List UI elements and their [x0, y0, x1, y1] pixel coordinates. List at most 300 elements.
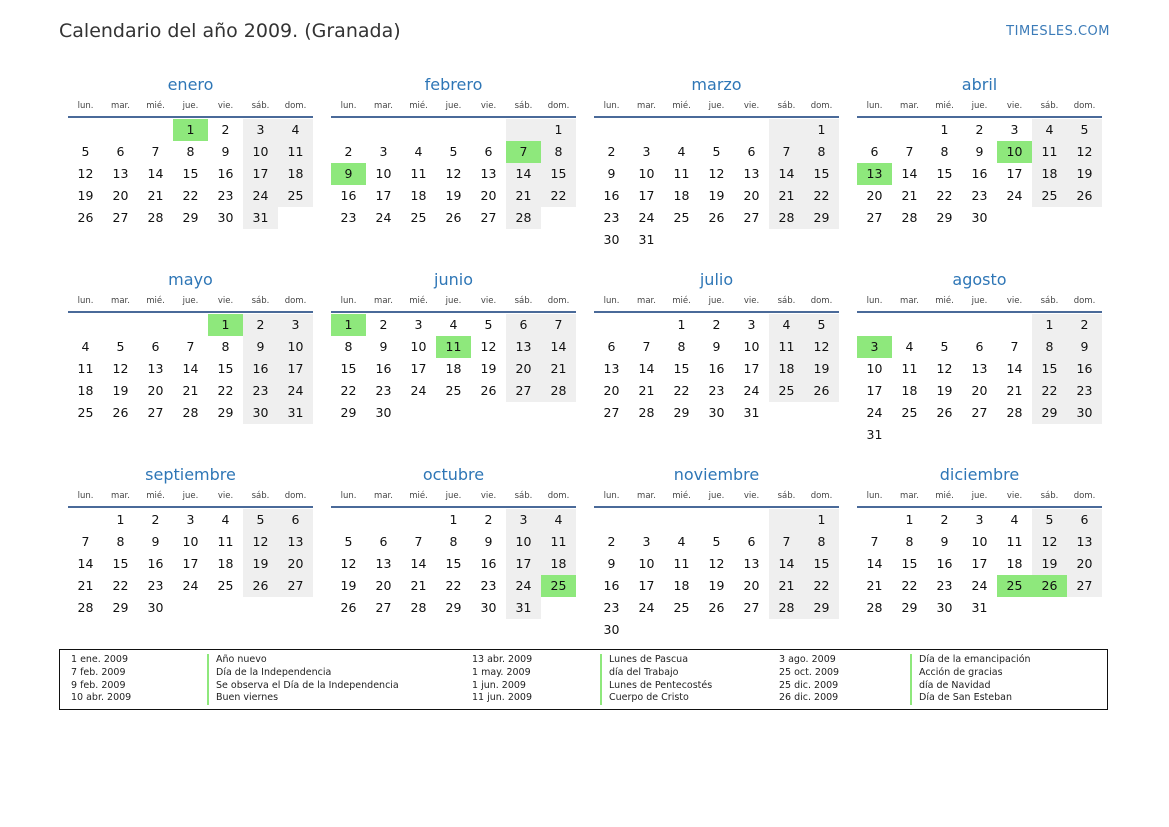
day-cell: 21 [506, 185, 541, 207]
day-cell: 9 [379, 339, 388, 354]
day-cell: 15 [445, 556, 462, 571]
day-cell: 10 [866, 361, 883, 376]
day-cell: 5 [1032, 509, 1067, 531]
weekday-header [594, 486, 839, 508]
legend-holiday-name: Lunes de Pascua [600, 654, 712, 667]
day-cell: 26 [1067, 185, 1102, 207]
day-cell: 1 [804, 509, 839, 531]
day-cell: 6 [747, 144, 756, 159]
weekday-label: mié. [672, 296, 691, 306]
day-cell: 3 [975, 512, 984, 527]
empty-cell [68, 314, 103, 336]
day-cell: 21 [638, 383, 655, 398]
month-name: julio [699, 270, 734, 289]
empty-cell [769, 119, 804, 141]
weekday-label: sáb. [514, 296, 533, 306]
day-cell: 29 [182, 210, 199, 225]
month-febrero [331, 74, 576, 269]
day-cell: 4 [1010, 512, 1019, 527]
day-cell: 11 [410, 166, 427, 181]
day-cell: 16 [1067, 358, 1102, 380]
day-cell: 12 [1067, 141, 1102, 163]
weekday-label: sáb. [1040, 101, 1059, 111]
weekday-label: dom. [284, 296, 307, 306]
day-cell: 12 [708, 166, 725, 181]
day-cell: 9 [975, 144, 984, 159]
weekday-label: mar. [111, 101, 130, 111]
month-septiembre [68, 464, 313, 659]
empty-cell [103, 314, 138, 336]
day-cell: 5 [81, 144, 90, 159]
day-cell: 17 [638, 188, 655, 203]
legend-date: 10 abr. 2009 [71, 692, 132, 704]
day-cell: 11 [217, 534, 234, 549]
legend-holiday-name: Se observa el Día de la Independencia [207, 680, 399, 693]
weekday-header [68, 486, 313, 508]
weekday-label: vie. [1006, 101, 1023, 111]
weekday-label: jue. [182, 491, 199, 501]
day-cell: 5 [449, 144, 458, 159]
legend-date: 1 jun. 2009 [472, 679, 526, 691]
weekday-header [594, 291, 839, 313]
day-cell: 2 [151, 512, 160, 527]
day-cell: 9 [484, 534, 493, 549]
day-cell: 21 [901, 188, 918, 203]
day-cell: 11 [769, 336, 804, 358]
day-cell: 16 [936, 556, 953, 571]
day-cell: 12 [340, 556, 357, 571]
day-cell: 15 [1032, 358, 1067, 380]
weekday-label: lun. [340, 296, 357, 306]
holiday-day: 9 [331, 163, 366, 185]
weekday-label: jue. [708, 296, 725, 306]
weekday-header [331, 486, 576, 508]
day-cell: 1 [1032, 314, 1067, 336]
day-cell: 27 [480, 210, 497, 225]
month-diciembre [857, 464, 1102, 659]
day-cell: 25 [673, 600, 690, 615]
day-cell: 29 [445, 600, 462, 615]
day-cell: 26 [112, 405, 129, 420]
legend-date: 26 dic. 2009 [779, 692, 839, 704]
weekday-label: jue. [971, 101, 988, 111]
weekday-label: lun. [866, 101, 883, 111]
month-name: febrero [424, 75, 483, 94]
month-name: marzo [691, 75, 742, 94]
day-cell: 1 [116, 512, 125, 527]
month-name: octubre [422, 465, 485, 484]
day-cell: 6 [1067, 509, 1102, 531]
empty-cell [331, 119, 366, 141]
day-cell: 27 [147, 405, 164, 420]
weekday-label: mié. [935, 296, 954, 306]
day-cell: 19 [480, 361, 497, 376]
day-cell: 29 [217, 405, 234, 420]
empty-cell [892, 314, 927, 336]
day-cell: 5 [940, 339, 949, 354]
day-cell: 8 [186, 144, 195, 159]
month-name: abril [961, 75, 998, 94]
day-cell: 24 [278, 380, 313, 402]
weekday-label: mar. [637, 296, 656, 306]
day-cell: 8 [804, 141, 839, 163]
day-cell: 1 [905, 512, 914, 527]
weekday-label: lun. [866, 296, 883, 306]
day-cell: 30 [603, 622, 620, 637]
months-grid [68, 74, 1102, 659]
day-cell: 5 [116, 339, 125, 354]
weekday-label: sáb. [514, 491, 533, 501]
day-grid [331, 509, 576, 619]
day-cell: 22 [182, 188, 199, 203]
weekday-label: lun. [603, 101, 620, 111]
day-cell: 17 [410, 361, 427, 376]
holiday-day: 1 [173, 119, 208, 141]
weekday-label: dom. [1073, 101, 1096, 111]
weekday-label: dom. [284, 101, 307, 111]
empty-cell [629, 314, 664, 336]
month-name: diciembre [939, 465, 1020, 484]
legend-dates-col [71, 654, 131, 705]
day-cell: 24 [743, 383, 760, 398]
weekday-label: mié. [672, 101, 691, 111]
weekday-label: vie. [1006, 491, 1023, 501]
month-marzo [594, 74, 839, 269]
day-cell: 14 [147, 166, 164, 181]
day-cell: 20 [480, 188, 497, 203]
weekday-label: dom. [1073, 491, 1096, 501]
day-cell: 3 [747, 317, 756, 332]
holiday-day: 26 [1032, 575, 1067, 597]
day-cell: 9 [243, 336, 278, 358]
day-cell: 25 [217, 578, 234, 593]
legend-holiday-name: día del Trabajo [600, 667, 712, 680]
day-cell: 13 [603, 361, 620, 376]
day-cell: 21 [769, 185, 804, 207]
legend-date: 9 feb. 2009 [71, 679, 126, 691]
day-cell: 26 [77, 210, 94, 225]
day-cell: 21 [147, 188, 164, 203]
day-cell: 15 [112, 556, 129, 571]
day-cell: 31 [971, 600, 988, 615]
day-cell: 28 [769, 207, 804, 229]
day-cell: 19 [1067, 163, 1102, 185]
day-cell: 17 [1006, 166, 1023, 181]
day-cell: 28 [769, 597, 804, 619]
day-cell: 11 [278, 141, 313, 163]
day-cell: 19 [1032, 553, 1067, 575]
holiday-day: 25 [997, 575, 1032, 597]
weekday-label: dom. [547, 101, 570, 111]
weekday-label: mar. [374, 101, 393, 111]
day-cell: 25 [769, 380, 804, 402]
weekday-label: mar. [374, 491, 393, 501]
weekday-label: dom. [1073, 296, 1096, 306]
day-cell: 2 [712, 317, 721, 332]
day-cell: 7 [81, 534, 90, 549]
day-cell: 14 [1006, 361, 1023, 376]
day-cell: 22 [804, 185, 839, 207]
weekday-label: mar. [900, 296, 919, 306]
holiday-legend [59, 649, 1108, 710]
month-name: junio [434, 270, 473, 289]
weekday-label: sáb. [251, 101, 270, 111]
month-noviembre [594, 464, 839, 659]
day-cell: 17 [182, 556, 199, 571]
empty-cell [857, 119, 892, 141]
weekday-label: mar. [637, 101, 656, 111]
empty-cell [436, 119, 471, 141]
day-cell: 25 [673, 210, 690, 225]
legend-names-col [207, 654, 399, 705]
day-cell: 4 [278, 119, 313, 141]
empty-cell [997, 314, 1032, 336]
weekday-label: mié. [672, 491, 691, 501]
day-cell: 22 [901, 578, 918, 593]
day-cell: 26 [708, 600, 725, 615]
empty-cell [699, 119, 734, 141]
day-cell: 27 [375, 600, 392, 615]
day-cell: 29 [901, 600, 918, 615]
day-cell: 27 [278, 575, 313, 597]
weekday-label: lun. [77, 491, 94, 501]
empty-cell [629, 509, 664, 531]
day-cell: 29 [673, 405, 690, 420]
day-cell: 13 [375, 556, 392, 571]
empty-cell [664, 119, 699, 141]
day-grid [68, 119, 313, 229]
day-cell: 5 [243, 509, 278, 531]
day-grid [594, 509, 839, 641]
day-cell: 15 [804, 553, 839, 575]
weekday-label: vie. [1006, 296, 1023, 306]
day-cell: 12 [936, 361, 953, 376]
weekday-label: lun. [77, 296, 94, 306]
day-cell: 13 [743, 556, 760, 571]
day-cell: 20 [866, 188, 883, 203]
day-grid [594, 314, 839, 424]
day-cell: 13 [480, 166, 497, 181]
day-cell: 23 [375, 383, 392, 398]
day-cell: 13 [278, 531, 313, 553]
day-cell: 16 [603, 188, 620, 203]
day-cell: 31 [506, 597, 541, 619]
day-cell: 10 [375, 166, 392, 181]
empty-cell [366, 119, 401, 141]
day-cell: 14 [506, 163, 541, 185]
day-cell: 30 [971, 210, 988, 225]
day-cell: 13 [971, 361, 988, 376]
day-cell: 15 [541, 163, 576, 185]
day-cell: 3 [1010, 122, 1019, 137]
day-cell: 12 [445, 166, 462, 181]
day-cell: 10 [638, 166, 655, 181]
month-mayo [68, 269, 313, 464]
day-cell: 1 [449, 512, 458, 527]
day-cell: 15 [217, 361, 234, 376]
day-cell: 25 [445, 383, 462, 398]
day-cell: 21 [769, 575, 804, 597]
page-title: Calendario del año 2009. (Granada) [59, 20, 401, 42]
day-cell: 23 [603, 600, 620, 615]
empty-cell [857, 509, 892, 531]
day-cell: 12 [804, 336, 839, 358]
day-cell: 7 [905, 144, 914, 159]
day-cell: 8 [677, 339, 686, 354]
day-cell: 31 [638, 232, 655, 247]
day-cell: 16 [217, 166, 234, 181]
day-cell: 6 [975, 339, 984, 354]
empty-cell [138, 314, 173, 336]
day-cell: 22 [804, 575, 839, 597]
day-cell: 20 [743, 188, 760, 203]
weekday-label: mié. [409, 296, 428, 306]
weekday-label: mar. [637, 491, 656, 501]
day-cell: 28 [77, 600, 94, 615]
day-grid [331, 314, 576, 424]
day-cell: 4 [677, 534, 686, 549]
empty-cell [173, 314, 208, 336]
month-julio [594, 269, 839, 464]
day-cell: 18 [1006, 556, 1023, 571]
day-cell: 20 [147, 383, 164, 398]
day-cell: 8 [905, 534, 914, 549]
day-cell: 22 [1032, 380, 1067, 402]
day-cell: 27 [971, 405, 988, 420]
day-cell: 8 [940, 144, 949, 159]
day-cell: 26 [243, 575, 278, 597]
day-cell: 30 [243, 402, 278, 424]
holiday-day: 1 [331, 314, 366, 336]
day-cell: 2 [484, 512, 493, 527]
day-cell: 23 [936, 578, 953, 593]
day-cell: 19 [112, 383, 129, 398]
empty-cell [68, 119, 103, 141]
day-cell: 14 [410, 556, 427, 571]
weekday-label: sáb. [251, 491, 270, 501]
day-cell: 6 [278, 509, 313, 531]
day-cell: 18 [541, 553, 576, 575]
day-cell: 4 [1032, 119, 1067, 141]
day-cell: 2 [607, 144, 616, 159]
holiday-day: 25 [541, 575, 576, 597]
day-cell: 18 [769, 358, 804, 380]
weekday-label: mié. [146, 101, 165, 111]
day-cell: 2 [975, 122, 984, 137]
day-cell: 14 [769, 553, 804, 575]
day-cell: 19 [445, 188, 462, 203]
day-cell: 4 [414, 144, 423, 159]
day-cell: 5 [1067, 119, 1102, 141]
weekday-label: jue. [971, 296, 988, 306]
weekday-label: mié. [146, 491, 165, 501]
legend-holiday-name: Año nuevo [207, 654, 399, 667]
weekday-header [331, 291, 576, 313]
day-cell: 28 [182, 405, 199, 420]
day-cell: 26 [708, 210, 725, 225]
weekday-label: sáb. [777, 101, 796, 111]
legend-names-col [910, 654, 1031, 705]
weekday-label: vie. [743, 296, 760, 306]
day-cell: 1 [541, 119, 576, 141]
day-cell: 3 [414, 317, 423, 332]
day-cell: 4 [541, 509, 576, 531]
weekday-label: dom. [810, 491, 833, 501]
day-cell: 23 [243, 380, 278, 402]
day-cell: 4 [81, 339, 90, 354]
day-cell: 20 [1067, 553, 1102, 575]
day-cell: 5 [804, 314, 839, 336]
legend-date: 25 dic. 2009 [779, 679, 839, 691]
legend-date: 1 may. 2009 [472, 666, 531, 678]
day-cell: 5 [712, 534, 721, 549]
day-cell: 6 [151, 339, 160, 354]
site-link[interactable]: TIMESLES.COM [1006, 24, 1110, 39]
day-cell: 17 [375, 188, 392, 203]
empty-cell [962, 314, 997, 336]
weekday-label: sáb. [1040, 491, 1059, 501]
day-cell: 20 [375, 578, 392, 593]
month-name: noviembre [673, 465, 760, 484]
weekday-label: vie. [217, 101, 234, 111]
weekday-label: vie. [480, 491, 497, 501]
day-cell: 3 [642, 144, 651, 159]
day-cell: 10 [278, 336, 313, 358]
day-cell: 4 [905, 339, 914, 354]
day-cell: 16 [971, 166, 988, 181]
day-cell: 2 [607, 534, 616, 549]
day-cell: 2 [940, 512, 949, 527]
day-cell: 28 [147, 210, 164, 225]
day-grid [594, 119, 839, 251]
day-cell: 15 [673, 361, 690, 376]
legend-dates-col [472, 654, 532, 705]
day-cell: 9 [940, 534, 949, 549]
day-cell: 16 [147, 556, 164, 571]
day-cell: 23 [603, 210, 620, 225]
day-cell: 16 [603, 578, 620, 593]
weekday-header [331, 96, 576, 118]
legend-holiday-name: Día de la emancipación [910, 654, 1031, 667]
day-cell: 29 [936, 210, 953, 225]
holiday-day: 13 [857, 163, 892, 185]
weekday-label: vie. [480, 101, 497, 111]
day-cell: 10 [638, 556, 655, 571]
weekday-header [857, 96, 1102, 118]
day-cell: 30 [936, 600, 953, 615]
day-cell: 18 [77, 383, 94, 398]
empty-cell [594, 509, 629, 531]
day-cell: 9 [607, 556, 616, 571]
day-cell: 21 [541, 358, 576, 380]
day-cell: 25 [1032, 185, 1067, 207]
day-cell: 12 [112, 361, 129, 376]
day-cell: 18 [1032, 163, 1067, 185]
day-cell: 23 [480, 578, 497, 593]
day-cell: 14 [901, 166, 918, 181]
day-cell: 6 [747, 534, 756, 549]
day-cell: 15 [901, 556, 918, 571]
legend-holiday-name: Día de San Esteban [910, 692, 1031, 705]
month-name: enero [167, 75, 214, 94]
day-cell: 10 [743, 339, 760, 354]
month-enero [68, 74, 313, 269]
day-cell: 24 [375, 210, 392, 225]
day-cell: 7 [642, 339, 651, 354]
month-name: septiembre [145, 465, 236, 484]
empty-cell [471, 119, 506, 141]
legend-date: 3 ago. 2009 [779, 654, 836, 665]
